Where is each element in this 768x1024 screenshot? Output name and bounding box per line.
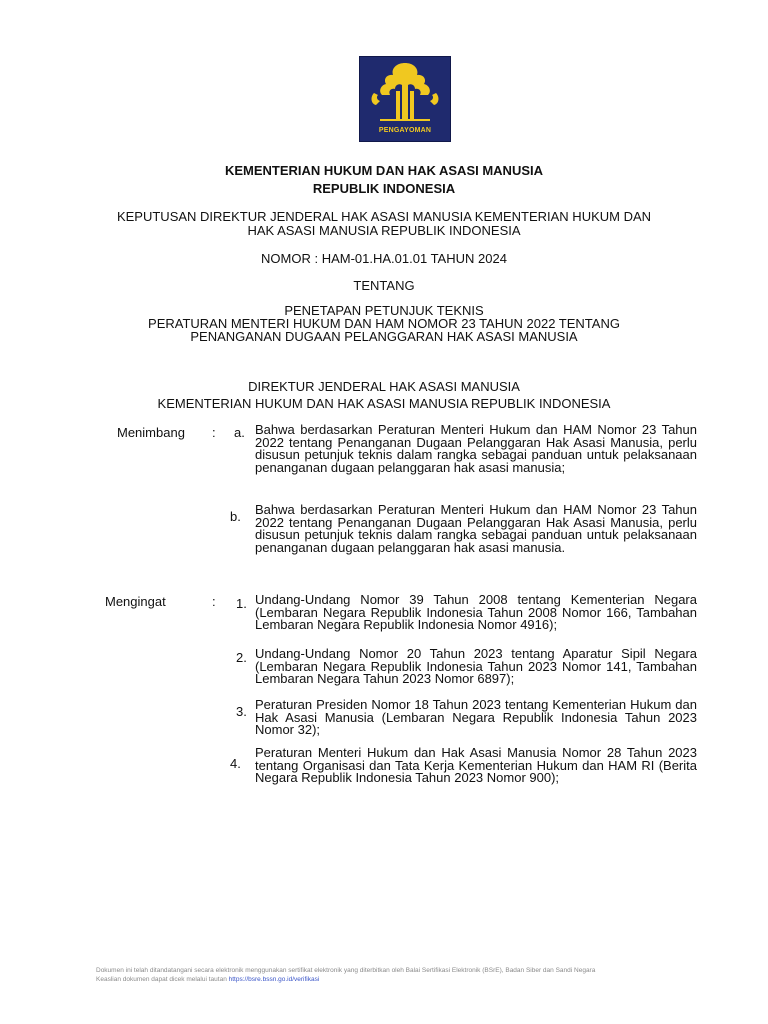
menimbang-colon: : <box>212 425 216 440</box>
mengingat-item-4-marker: 4. <box>230 756 241 771</box>
menimbang-item-a-text: Bahwa berdasarkan Peraturan Menteri Hukum dan HAM Nomor 23 Tahun 2022 tentang Penanganan Dugaan Pelanggaran Hak Asasi Manusia, perlu disusun petunjuk teknis dalam rangka sebagai panduan untuk pelaksanaan penanganan dugaan pelanggaran hak asasi manusia; <box>255 422 697 475</box>
mengingat-item-2-text: Undang-Undang Nomor 20 Tahun 2023 tentang Aparatur Sipil Negara (Lembaran Negara Republik Indonesia Tahun 2023 Nomor 141, Tambahan Lembaran Negara Tahun 2023 Nomor 6897); <box>255 646 697 686</box>
menimbang-label: Menimbang <box>117 425 185 440</box>
logo-caption: PENGAYOMAN <box>378 127 432 134</box>
authority-line1: DIREKTUR JENDERAL HAK ASASI MANUSIA <box>248 379 520 394</box>
ministry-name: KEMENTERIAN HUKUM DAN HAK ASASI MANUSIA <box>224 163 544 178</box>
footer-line2-prefix: Keaslian dokumen dapat dicek melalui tautan <box>96 976 227 983</box>
mengingat-item-4-text: Peraturan Menteri Hukum dan Hak Asasi Manusia Nomor 28 Tahun 2023 tentang Organisasi dan Tata Kerja Kementerian Hukum dan HAM RI (Berita Negara Republik Indonesia Tahun 2023 Nomor 900); <box>255 745 697 785</box>
mengingat-item-2-marker: 2. <box>236 650 247 665</box>
decree-title-line2: HAK ASASI MANUSIA REPUBLIK INDONESIA <box>247 223 521 238</box>
about-label: TENTANG <box>353 278 415 293</box>
menimbang-item-a-marker: a. <box>234 425 245 440</box>
decree-number: NOMOR : HAM-01.HA.01.01 TAHUN 2024 <box>261 251 507 266</box>
footer-line2 <box>96 975 708 984</box>
mengingat-item-3-text: Peraturan Presiden Nomor 18 Tahun 2023 tentang Kementerian Hukum dan Hak Asasi Manusia (Lembaran Negara Republik Indonesia Tahun 2023 Nomor 32); <box>255 697 697 737</box>
mengingat-colon: : <box>212 594 216 609</box>
mengingat-item-1-marker: 1. <box>236 596 247 611</box>
verification-link[interactable]: https://bsre.bssn.go.id/verifikasi <box>228 976 320 983</box>
mengingat-label: Mengingat <box>105 594 166 609</box>
mengingat-item-3-marker: 3. <box>236 704 247 719</box>
authority-line2: KEMENTERIAN HUKUM DAN HAK ASASI MANUSIA REPUBLIK INDONESIA <box>157 396 611 411</box>
menimbang-item-b-text: Bahwa berdasarkan Peraturan Menteri Hukum dan HAM Nomor 23 Tahun 2022 tentang Penanganan Dugaan Pelanggaran Hak Asasi Manusia, perlu disusun petunjuk teknis dalam rangka sebagai panduan untuk pelaksanaan penanganan dugaan pelanggaran hak asasi manusia. <box>255 502 697 555</box>
menimbang-item-b-marker: b. <box>230 509 241 524</box>
subject-line3: PENANGANAN DUGAAN PELANGGARAN HAK ASASI MANUSIA <box>190 329 578 344</box>
subject-line2: PERATURAN MENTERI HUKUM DAN HAM NOMOR 23 TAHUN 2022 TENTANG <box>148 316 620 331</box>
subject-line1: PENETAPAN PETUNJUK TEKNIS <box>284 303 484 318</box>
footer-line1: Dokumen ini telah ditandatangani secara elektronik menggunakan sertifikat elektronik yang diterbitkan oleh Balai Sertifikasi Elektronik (BSrE), Badan Siber dan Sandi Negara <box>96 967 596 974</box>
mengingat-item-1-text: Undang-Undang Nomor 39 Tahun 2008 tentang Kementerian Negara (Lembaran Negara Republik Indonesia Tahun 2008 Nomor 166, Tambahan Lembaran Negara Republik Indonesia Nomor 4916); <box>255 592 697 632</box>
ministry-logo <box>359 56 451 142</box>
e-signature-footer <box>96 966 708 984</box>
decree-title-line1: KEPUTUSAN DIREKTUR JENDERAL HAK ASASI MANUSIA KEMENTERIAN HUKUM DAN <box>116 209 652 224</box>
country-name: REPUBLIK INDONESIA <box>312 181 456 196</box>
